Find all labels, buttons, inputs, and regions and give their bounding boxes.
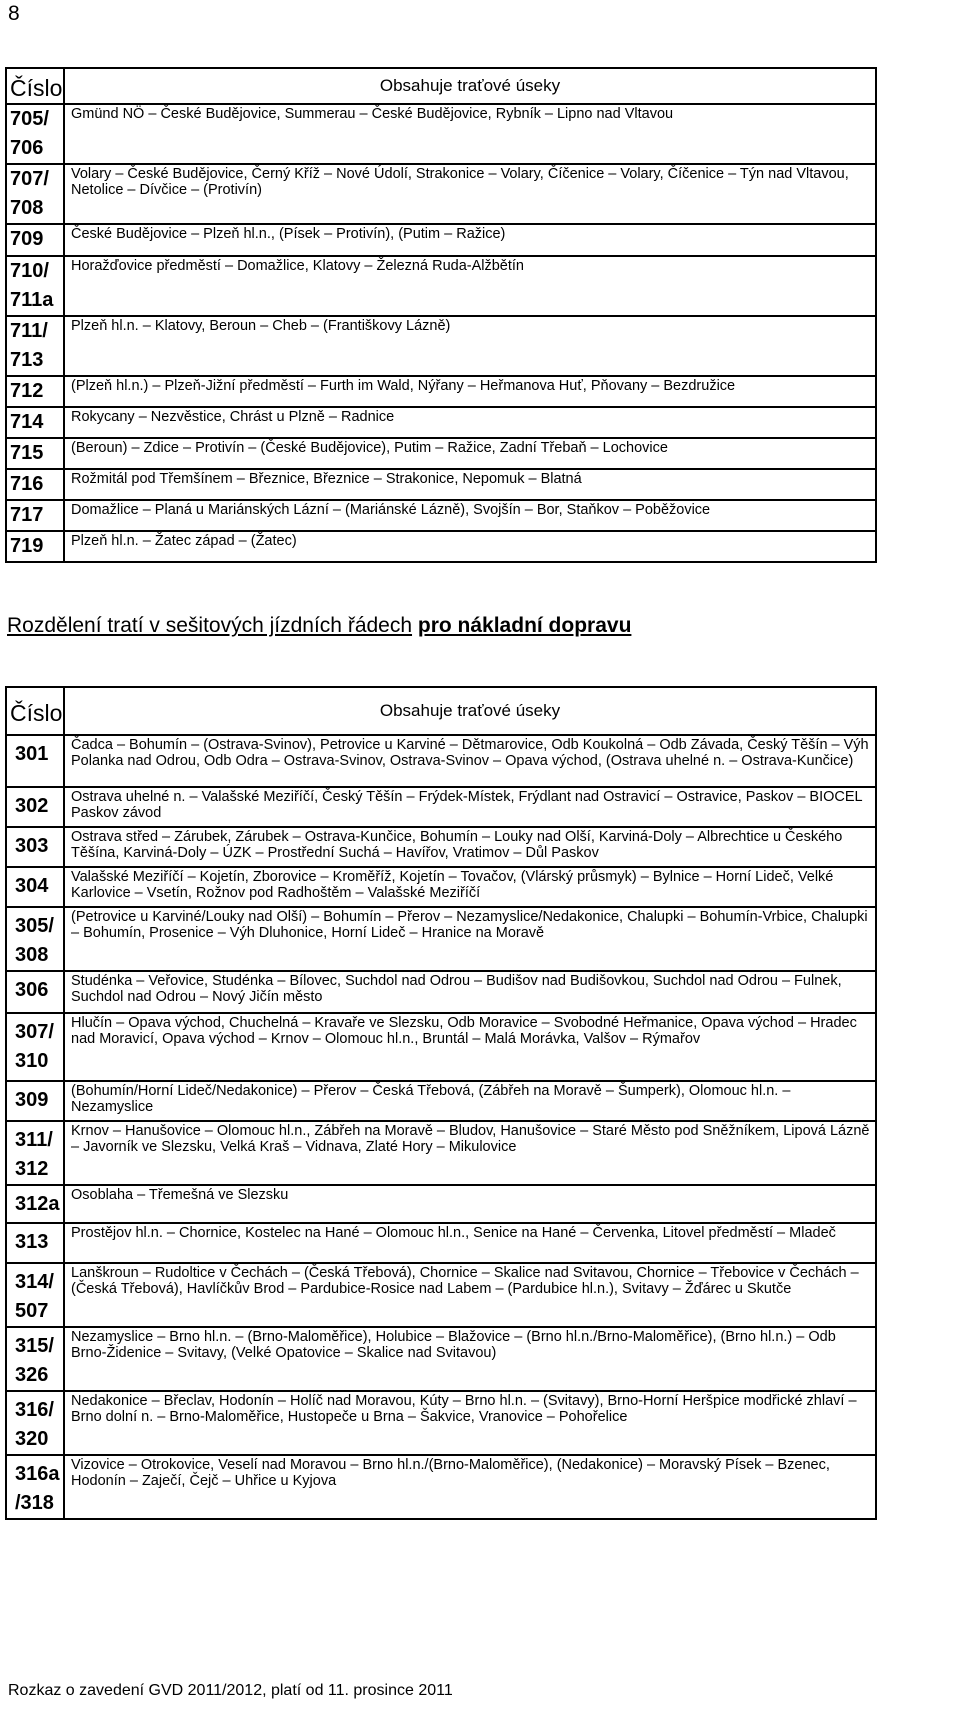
row-number: 311/ 312 (6, 1121, 64, 1185)
row-sections: Lanškroun – Rudoltice v Čechách – (Česká Třebová), Chornice – Skalice nad Svitavou, Chornice – Třebovice v Čechách – (Česká Třebová), Havlíčkův Brod – Pardubice-Rosice nad Labem – (Pardubice hl.n.), Svitavy – Žďárec u Skutče (64, 1263, 876, 1327)
row-number: 306 (6, 971, 64, 1013)
header-number: Číslo (6, 68, 64, 104)
row-sections: Čadca – Bohumín – (Ostrava-Svinov), Petrovice u Karviné – Dětmarovice, Odb Koukolná – Odb Závada, Český Těšín – Výh Polanka nad Odrou, Odb Odra – Ostrava-Svinov, Ostrava-Svinov – Opava východ, (Ostrava uhelné n. – Ostrava-Kunčice) (64, 735, 876, 787)
table-row (6, 1327, 876, 1391)
row-sections: Ostrava uhelné n. – Valašské Meziříčí, Český Těšín – Frýdek-Místek, Frýdlant nad Ostravicí – Ostravice, Paskov – BIOCEL Paskov závod (64, 787, 876, 827)
row-number: 312a (6, 1185, 64, 1223)
row-sections: Plzeň hl.n. – Klatovy, Beroun – Cheb – (Františkovy Lázně) (64, 316, 876, 376)
row-number: 711/ 713 (6, 316, 64, 376)
table-row (6, 1081, 876, 1121)
row-sections: Horažďovice předměstí – Domažlice, Klatovy – Železná Ruda-Alžbětín (64, 256, 876, 316)
row-sections: Studénka – Veřovice, Studénka – Bílovec, Suchdol nad Odrou – Budišov nad Budišovkou, Suchdol nad Odrou – Fulnek, Suchdol nad Odrou – Nový Jičín město (64, 971, 876, 1013)
row-sections: Nezamyslice – Brno hl.n. – (Brno-Maloměřice), Holubice – Blažovice – (Brno hl.n./Brno-Maloměřice), (Brno hl.n.) – Odb Brno-Židenice – Svitavy, (Velké Opatovice – Skalice nad Svitavou) (64, 1327, 876, 1391)
table-row (6, 907, 876, 971)
row-number: 717 (6, 500, 64, 531)
section-title-part1: Rozdělení tratí v sešitových jízdních řádech (7, 614, 413, 637)
row-sections: Nedakonice – Břeclav, Hodonín – Holíč nad Moravou, Kúty – Brno hl.n. – (Svitavy), Brno-Horní Heršpice modřické zhlaví – Brno dolní n. – Brno-Maloměřice, Hustopeče u Brna – Šakvice, Vranovice – Pohořelice (64, 1391, 876, 1455)
row-number: 705/ 706 (6, 104, 64, 164)
row-number: 304 (6, 867, 64, 907)
row-number: 309 (6, 1081, 64, 1121)
table-row (6, 164, 876, 224)
table-passenger-sections (5, 67, 877, 563)
row-sections: Osoblaha – Třemešná ve Slezsku (64, 1185, 876, 1223)
row-number: 301 (6, 735, 64, 787)
table-row (6, 971, 876, 1013)
row-sections: Domažlice – Planá u Mariánských Lázní – (Mariánské Lázně), Svojšín – Bor, Staňkov – Poběžovice (64, 500, 876, 531)
section-title (7, 614, 631, 638)
row-number: 305/ 308 (6, 907, 64, 971)
row-number: 714 (6, 407, 64, 438)
row-sections: (Beroun) – Zdice – Protivín – (České Budějovice), Putim – Ražice, Zadní Třebaň – Lochovice (64, 438, 876, 469)
footer: Rozkaz o zavedení GVD 2011/2012, platí od 11. prosince 2011 (8, 1682, 453, 1699)
row-number: 313 (6, 1223, 64, 1263)
row-sections: Vizovice – Otrokovice, Veselí nad Moravou – Brno hl.n./(Brno-Maloměřice), (Nedakonice) – Moravský Písek – Bzenec, Hodonín – Zaječí, Čejč – Uhřice u Kyjova (64, 1455, 876, 1519)
row-number: 303 (6, 827, 64, 867)
row-number: 307/ 310 (6, 1013, 64, 1081)
row-number: 712 (6, 376, 64, 407)
row-sections: Rokycany – Nezvěstice, Chrást u Plzně – Radnice (64, 407, 876, 438)
table-row (6, 224, 876, 256)
header-sections: Obsahuje traťové úseky (64, 68, 876, 104)
row-sections: Hlučín – Opava východ, Chuchelná – Kravaře ve Slezsku, Odb Moravice – Svobodné Heřmanice, Opava východ – Hradec nad Moravicí, Opava východ – Krnov – Olomouc hl.n., Bruntál – Malá Morávka, Valšov – Rýmařov (64, 1013, 876, 1081)
row-sections: Volary – České Budějovice, Černý Kříž – Nové Údolí, Strakonice – Volary, Číčenice – Volary, Číčenice – Týn nad Vltavou, Netolice – Dívčice – (Protivín) (64, 164, 876, 224)
table-freight-sections (5, 686, 877, 1520)
row-sections: (Plzeň hl.n.) – Plzeň-Jižní předměstí – Furth im Wald, Nýřany – Heřmanova Huť, Pňovany – Bezdružice (64, 376, 876, 407)
row-sections: České Budějovice – Plzeň hl.n., (Písek – Protivín), (Putim – Ražice) (64, 224, 876, 256)
table-row (6, 256, 876, 316)
row-number: 715 (6, 438, 64, 469)
row-number: 707/ 708 (6, 164, 64, 224)
table-row (6, 827, 876, 867)
table-row (6, 1391, 876, 1455)
row-sections: Krnov – Hanušovice – Olomouc hl.n., Zábřeh na Moravě – Bludov, Hanušovice – Staré Město pod Sněžníkem, Lipová Lázně – Javorník ve Slezsku, Velká Kraš – Vidnava, Zlaté Hory – Mikulovice (64, 1121, 876, 1185)
row-sections: (Petrovice u Karviné/Louky nad Olší) – Bohumín – Přerov – Nezamyslice/Nedakonice, Chalupki – Bohumín-Vrbice, Chalupki – Bohumín, Prosenice – Výh Dluhonice, Horní Lideč – Hranice na Moravě (64, 907, 876, 971)
row-sections: (Bohumín/Horní Lideč/Nedakonice) – Přerov – Česká Třebová, (Zábřeh na Moravě – Šumperk), Olomouc hl.n. – Nezamyslice (64, 1081, 876, 1121)
table-row (6, 1455, 876, 1519)
table-row (6, 104, 876, 164)
row-number: 716 (6, 469, 64, 500)
table-row (6, 407, 876, 438)
section-title-part2: pro nákladní dopravu (417, 614, 632, 637)
table-row (6, 469, 876, 500)
row-sections: Rožmitál pod Třemšínem – Březnice, Březnice – Strakonice, Nepomuk – Blatná (64, 469, 876, 500)
page-number: 8 (8, 2, 20, 25)
table-row (6, 1013, 876, 1081)
table-header (6, 687, 876, 735)
table-row (6, 376, 876, 407)
table-row (6, 500, 876, 531)
table-row (6, 531, 876, 562)
table-row (6, 1263, 876, 1327)
row-number: 315/ 326 (6, 1327, 64, 1391)
table-row (6, 1223, 876, 1263)
table-header (6, 68, 876, 104)
row-sections: Plzeň hl.n. – Žatec západ – (Žatec) (64, 531, 876, 562)
row-sections: Gmünd NÖ – České Budějovice, Summerau – České Budějovice, Rybník – Lipno nad Vltavou (64, 104, 876, 164)
table-row (6, 316, 876, 376)
row-number: 719 (6, 531, 64, 562)
row-number: 709 (6, 224, 64, 256)
row-number: 710/ 711a (6, 256, 64, 316)
table-row (6, 438, 876, 469)
header-sections: Obsahuje traťové úseky (64, 687, 876, 735)
row-number: 302 (6, 787, 64, 827)
row-sections: Ostrava střed – Zárubek, Zárubek – Ostrava-Kunčice, Bohumín – Louky nad Olší, Karviná-Doly – Albrechtice u Českého Těšína, Karviná-Doly – ÚZK – Prostřední Suchá – Havířov, Vratimov – Důl Paskov (64, 827, 876, 867)
table-row (6, 787, 876, 827)
table-row (6, 867, 876, 907)
header-number: Číslo (6, 687, 64, 735)
row-sections: Valašské Meziříčí – Kojetín, Zborovice – Kroměříž, Kojetín – Tovačov, (Vlárský průsmyk) – Bylnice – Horní Lideč, Velké Karlovice – Vsetín, Rožnov pod Radhoštěm – Valašské Meziříčí (64, 867, 876, 907)
row-number: 316/ 320 (6, 1391, 64, 1455)
row-sections: Prostějov hl.n. – Chornice, Kostelec na Hané – Olomouc hl.n., Senice na Hané – Červenka, Litovel předměstí – Mladeč (64, 1223, 876, 1263)
table-row (6, 1185, 876, 1223)
row-number: 316a /318 (6, 1455, 64, 1519)
row-number: 314/ 507 (6, 1263, 64, 1327)
table-row (6, 735, 876, 787)
table-row (6, 1121, 876, 1185)
